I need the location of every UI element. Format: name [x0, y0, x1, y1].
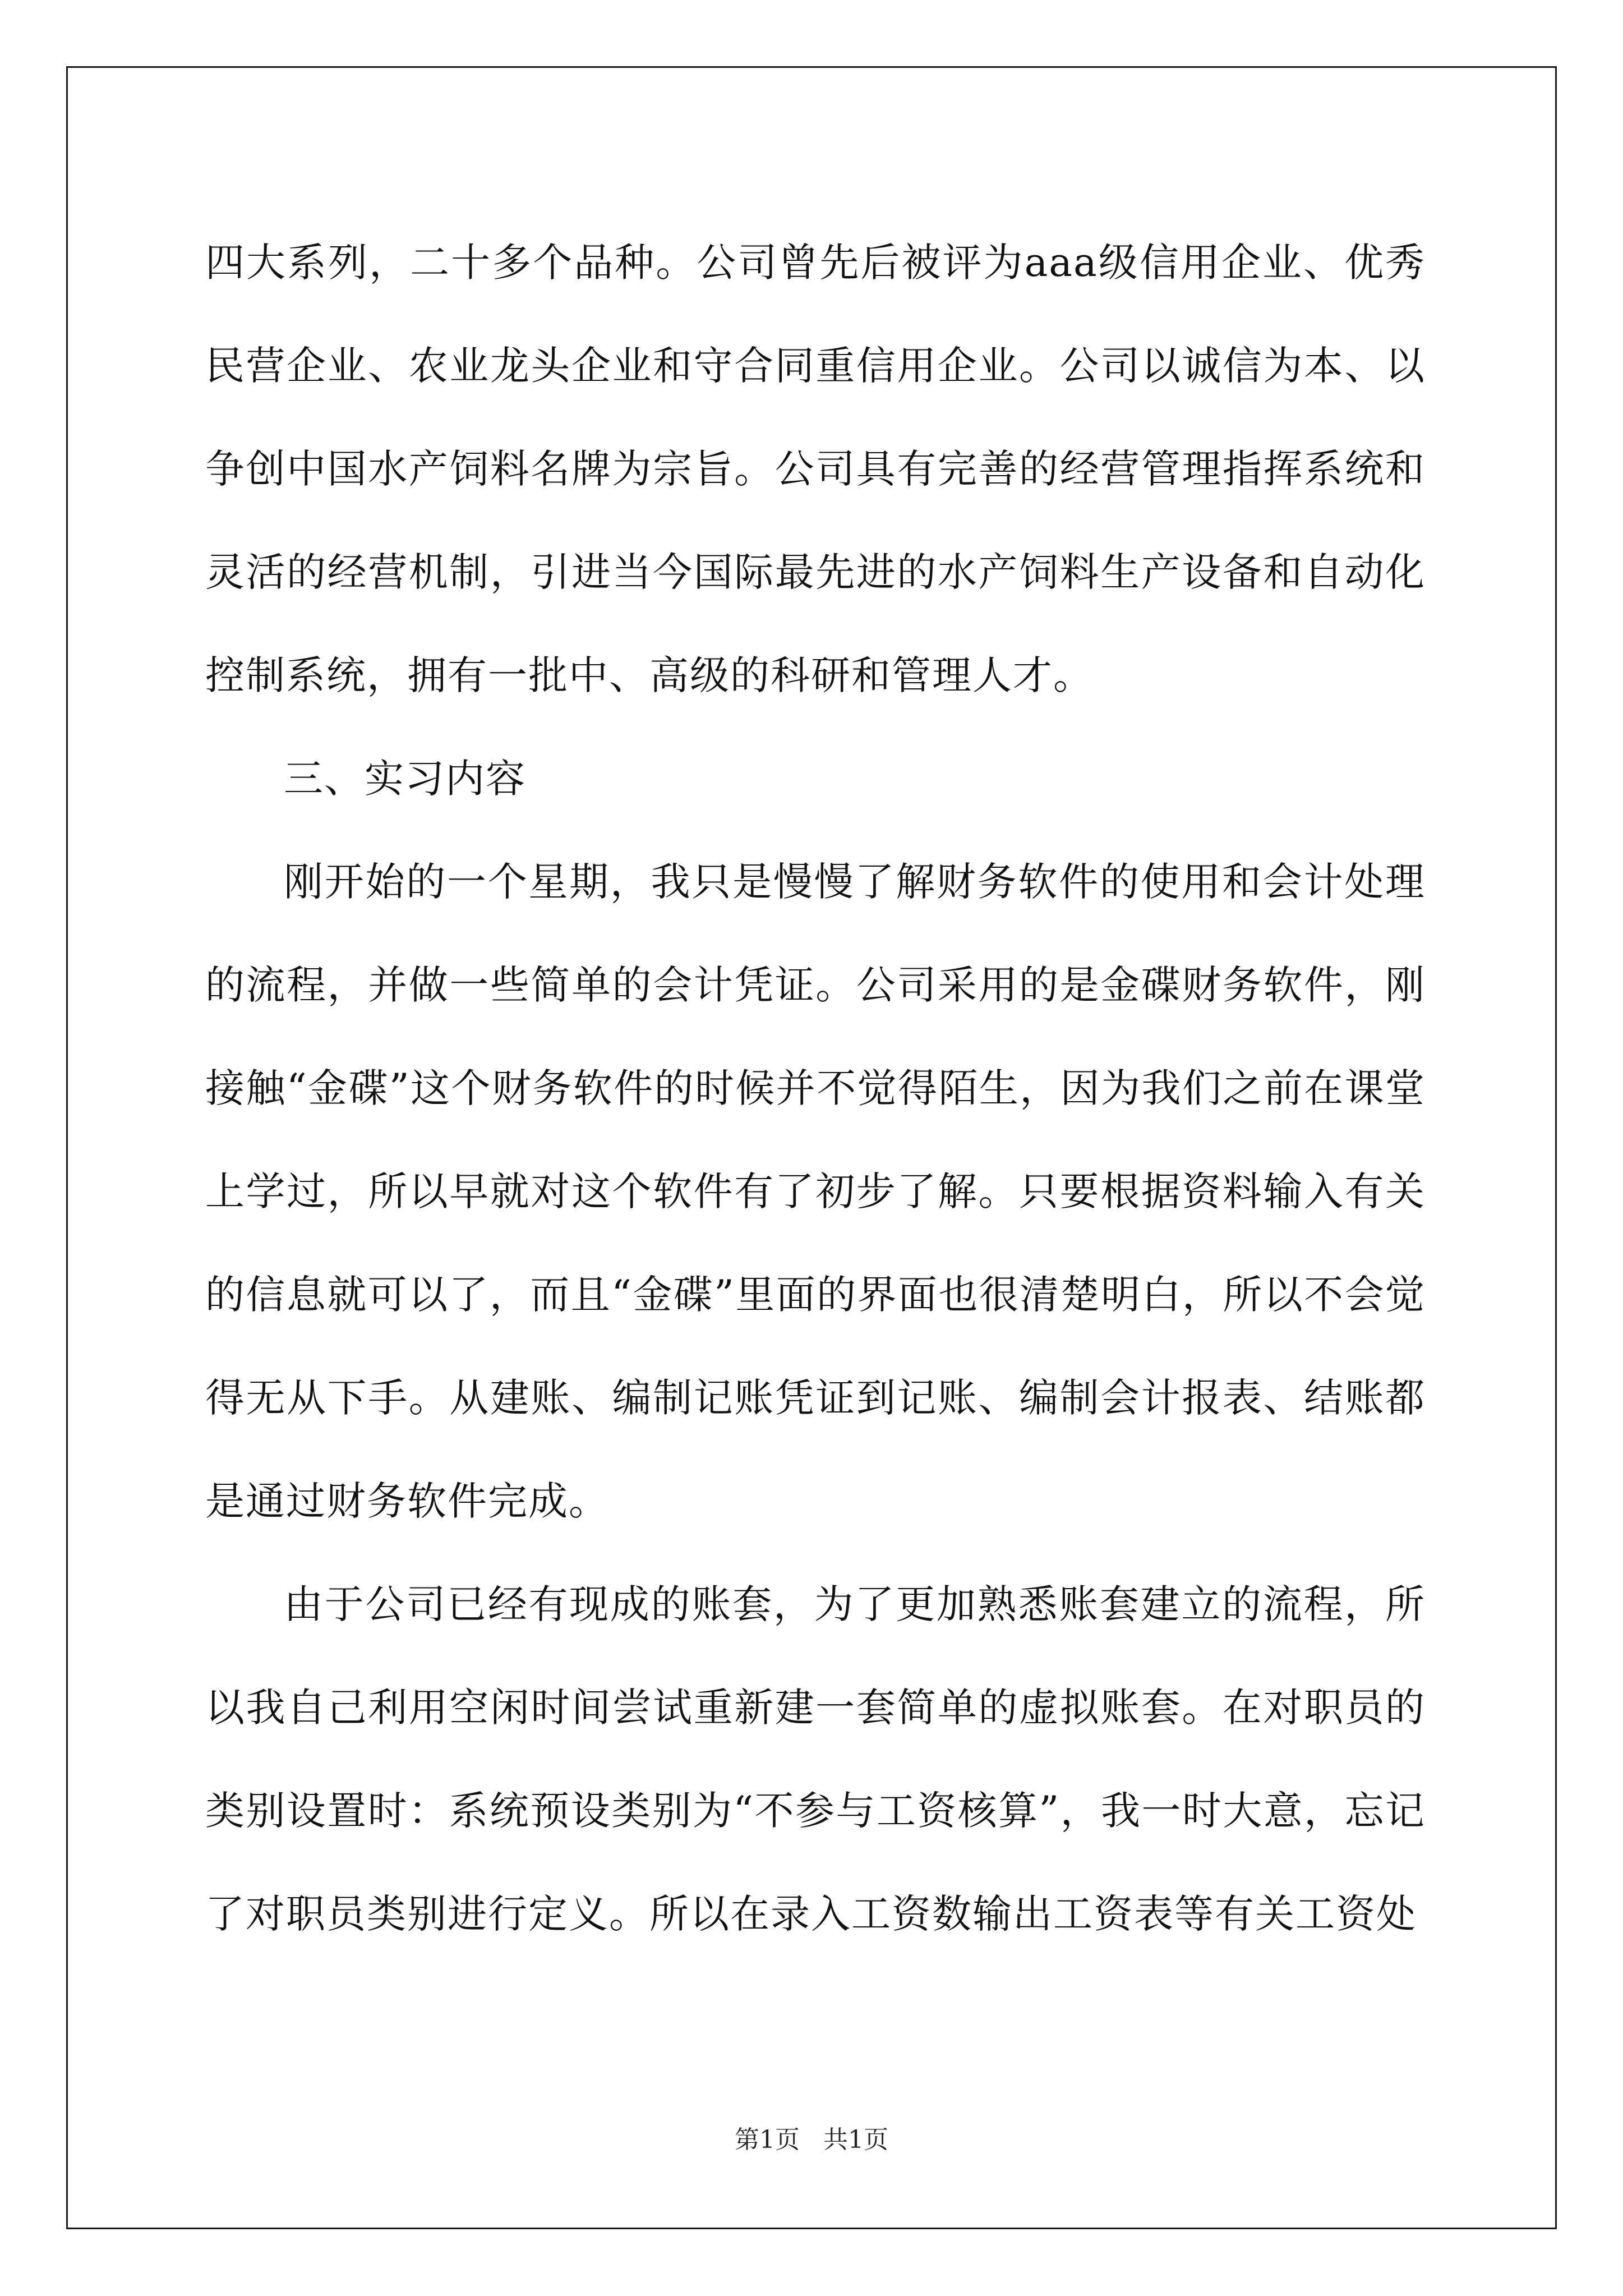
document-body	[205, 211, 1426, 1966]
paragraph-first-week: 刚开始的一个星期，我只是慢慢了解财务软件的使用和会计处理的流程，并做一些简单的会计凭证。公司采用的是金碟财务软件，刚接触“金碟”这个财务软件的时候并不觉得陌生，因为我们之前在课堂上学过，所以早就对这个软件有了初步了解。只要根据资料输入有关的信息就可以了，而且“金碟”里面的界面也很清楚明白，所以不会觉得无从下手。从建账、编制记账凭证到记账、编制会计报表、结账都是通过财务软件完成。	[205, 859, 1426, 1524]
section-heading-internship-content: 三、实习内容	[284, 756, 526, 802]
page-number-footer: 第1页 共1页	[735, 2125, 888, 2154]
paragraph-virtual-ledger: 由于公司已经有现成的账套，为了更加熟悉账套建立的流程，所以我自己利用空闲时间尝试重新建一套简单的虚拟账套。在对职员的类别设置时：系统预设类别为“不参与工资核算”，我一时大意，忘记了对职员类别进行定义。所以在录入工资数输出工资表等有关工资处	[205, 1581, 1426, 1937]
paragraph-company-intro: 四大系列，二十多个品种。公司曾先后被评为aaa级信用企业、优秀民营企业、农业龙头企业和守合同重信用企业。公司以诚信为本、以争创中国水产饲料名牌为宗旨。公司具有完善的经营管理指挥系统和灵活的经营机制，引进当今国际最先进的水产饲料生产设备和自动化控制系统，拥有一批中、高级的科研和管理人才。	[205, 240, 1426, 698]
